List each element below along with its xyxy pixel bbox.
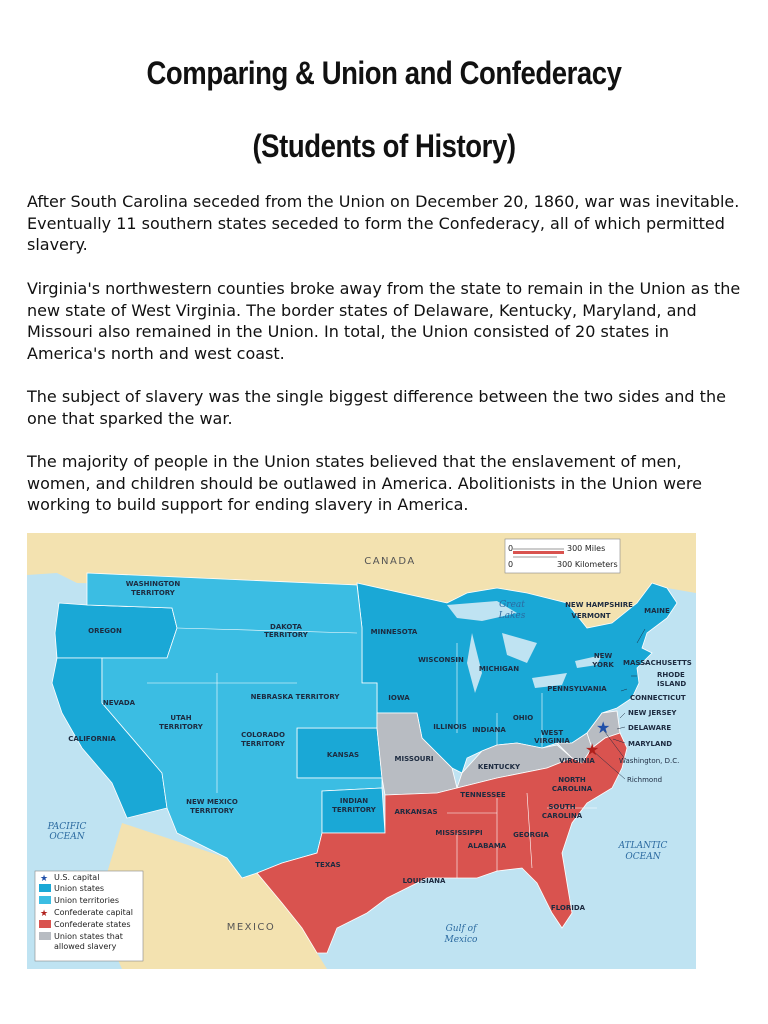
label-alabama: ALABAMA bbox=[467, 842, 507, 850]
paragraph-slavery-difference: The subject of slavery was the single biggest difference between the two sides and the one that sparked the war. bbox=[27, 387, 726, 428]
label-new-york-1: NEW bbox=[593, 652, 613, 660]
label-new-jersey: NEW JERSEY bbox=[628, 709, 677, 717]
legend-slave-union-swatch bbox=[39, 932, 51, 940]
label-maryland: MARYLAND bbox=[628, 740, 673, 748]
label-georgia: GEORGIA bbox=[513, 831, 549, 839]
label-colorado-1: COLORADO bbox=[241, 731, 285, 739]
legend-blue-star-icon: ★ bbox=[40, 874, 49, 884]
label-utah-1: UTAH bbox=[170, 714, 192, 722]
label-new-hampshire: NEW HAMPSHIRE bbox=[565, 601, 633, 609]
label-atlantic-2: OCEAN bbox=[625, 852, 661, 862]
label-indian-2: TERRITORY bbox=[332, 806, 376, 814]
label-missouri: MISSOURI bbox=[394, 755, 434, 763]
label-virginia: VIRGINIA bbox=[559, 757, 595, 765]
label-wisconsin: WISCONSIN bbox=[418, 656, 464, 664]
legend-us-capital: U.S. capital bbox=[54, 873, 100, 882]
legend-slave-union-2: allowed slavery bbox=[54, 942, 117, 951]
paragraph-abolitionists: The majority of people in the Union states believed that the enslavement of men, women, and children should be outlawed in America. Abolitionists in the Union were working to build support for ending slavery in America. bbox=[27, 452, 702, 514]
label-maine: MAINE bbox=[644, 607, 670, 615]
label-new-mexico-1: NEW MEXICO bbox=[186, 798, 238, 806]
label-michigan: MICHIGAN bbox=[478, 665, 520, 673]
label-rhode-island-1: RHODE bbox=[657, 671, 685, 679]
label-gulf-2: Mexico bbox=[444, 935, 478, 945]
label-gulf-1: Gulf of bbox=[445, 924, 477, 934]
label-connecticut: CONNECTICUT bbox=[630, 694, 686, 702]
label-nebraska: NEBRASKA TERRITORY bbox=[250, 693, 340, 701]
civil-war-map bbox=[27, 533, 696, 969]
label-vermont: VERMONT bbox=[571, 612, 611, 620]
label-dakota-2: TERRITORY bbox=[264, 631, 308, 639]
legend-confederate-capital: Confederate capital bbox=[54, 908, 133, 917]
label-illinois: ILLINOIS bbox=[433, 723, 467, 731]
label-west-virginia-2: VIRGINIA bbox=[534, 737, 570, 745]
paragraph-secession: After South Carolina seceded from the Union on December 20, 1860, war was inevitable. Eventually 11 southern states seceded to form the Confederacy, all of which permitted slavery. bbox=[27, 192, 740, 254]
legend-union-states-swatch bbox=[39, 884, 51, 892]
label-rhode-island-2: ISLAND bbox=[657, 680, 687, 688]
scale-zero-top: 0 bbox=[508, 544, 514, 553]
label-new-york-2: YORK bbox=[592, 661, 614, 669]
label-arkansas: ARKANSAS bbox=[394, 808, 438, 816]
scale-kilometers: 300 Kilometers bbox=[557, 560, 618, 569]
label-indian-1: INDIAN bbox=[339, 797, 369, 805]
label-louisiana: LOUISIANA bbox=[402, 877, 446, 885]
label-texas: TEXAS bbox=[315, 861, 341, 869]
legend-slave-union-1: Union states that bbox=[54, 932, 123, 941]
label-dakota-1: DAKOTA bbox=[270, 623, 302, 631]
label-mississippi: MISSISSIPPI bbox=[435, 829, 483, 837]
label-west-virginia-1: WEST bbox=[540, 729, 564, 737]
legend-red-star-icon: ★ bbox=[40, 909, 49, 919]
label-washington-territory-2: TERRITORY bbox=[131, 589, 175, 597]
label-nevada: NEVADA bbox=[102, 699, 136, 707]
label-tennessee: TENNESSEE bbox=[460, 791, 506, 799]
label-kentucky: KENTUCKY bbox=[477, 763, 521, 771]
label-pacific-1: PACIFIC bbox=[47, 822, 87, 832]
label-new-mexico-2: TERRITORY bbox=[190, 807, 234, 815]
label-mexico: MEXICO bbox=[226, 922, 276, 933]
us-capital-star-icon: ★ bbox=[596, 718, 611, 737]
label-ohio: OHIO bbox=[512, 714, 534, 722]
legend-union-territories-swatch bbox=[39, 896, 51, 904]
legend-confederate-states: Confederate states bbox=[54, 920, 131, 929]
label-massachusetts: MASSACHUSETTS bbox=[623, 659, 692, 667]
title-line-1: Comparing & Union and Confederacy bbox=[146, 55, 622, 91]
paragraph-border-states: Virginia's northwestern counties broke away from the state to remain in the Union as the new state of West Virginia. The border states of Delaware, Kentucky, Maryland, and Missouri also remained in the Union. In total, the Union consisted of 20 states in America's north and west coast. bbox=[27, 279, 741, 363]
label-delaware: DELAWARE bbox=[628, 724, 672, 732]
scale-zero-bottom: 0 bbox=[508, 560, 514, 569]
label-iowa: IOWA bbox=[388, 694, 410, 702]
label-washington-dc: Washington, D.C. bbox=[619, 757, 680, 765]
label-utah-2: TERRITORY bbox=[159, 723, 203, 731]
label-south-carolina-2: CAROLINA bbox=[541, 812, 583, 820]
label-south-carolina-1: SOUTH bbox=[548, 803, 576, 811]
label-florida: FLORIDA bbox=[550, 904, 586, 912]
label-minnesota: MINNESOTA bbox=[370, 628, 418, 636]
label-indiana: INDIANA bbox=[472, 726, 506, 734]
legend-confederate-swatch bbox=[39, 920, 51, 928]
label-pennsylvania: PENNSYLVANIA bbox=[547, 685, 607, 693]
label-kansas: KANSAS bbox=[326, 751, 360, 759]
label-richmond: Richmond bbox=[627, 776, 663, 784]
legend-union-states: Union states bbox=[54, 884, 105, 893]
label-great-lakes-2: Lakes bbox=[498, 611, 526, 621]
label-pacific-2: OCEAN bbox=[49, 832, 85, 842]
title-line-2: (Students of History) bbox=[252, 128, 516, 164]
label-north-carolina-2: CAROLINA bbox=[551, 785, 593, 793]
legend-union-territories: Union territories bbox=[54, 896, 120, 905]
confederate-capital-star-icon: ★ bbox=[585, 740, 600, 759]
label-colorado-2: TERRITORY bbox=[241, 740, 285, 748]
label-canada: CANADA bbox=[364, 556, 416, 567]
scale-miles: 300 Miles bbox=[567, 544, 606, 553]
label-atlantic-1: ATLANTIC bbox=[618, 841, 668, 851]
label-north-carolina-1: NORTH bbox=[558, 776, 586, 784]
label-oregon: OREGON bbox=[88, 627, 122, 635]
label-washington-territory-1: WASHINGTON bbox=[125, 580, 181, 588]
label-california: CALIFORNIA bbox=[68, 735, 116, 743]
label-great-lakes-1: Great bbox=[499, 600, 525, 610]
